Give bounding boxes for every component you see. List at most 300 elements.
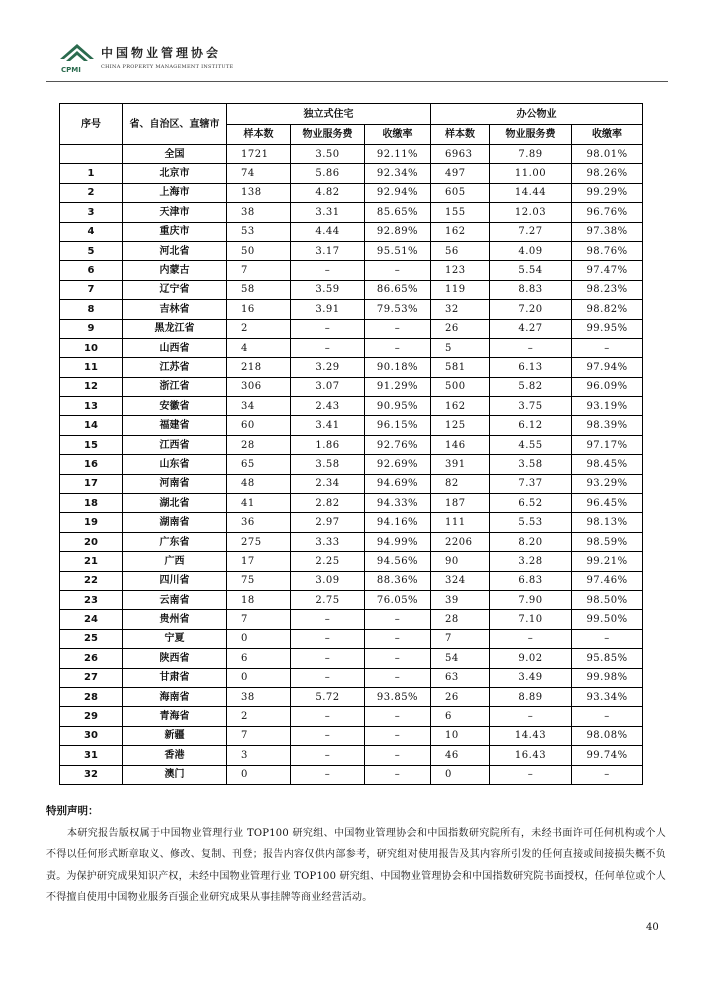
- res-sample: 306: [227, 377, 291, 396]
- res-rate: –: [365, 649, 431, 668]
- table-row: [60, 338, 643, 357]
- off-fee: 5.54: [490, 261, 572, 280]
- region-name: 宁夏: [123, 629, 227, 648]
- res-fee: 3.59: [291, 280, 365, 299]
- region-name: 湖南省: [123, 513, 227, 532]
- org-name-en: CHINA PROPERTY MANAGEMENT INSTITUTE: [101, 64, 234, 70]
- off-fee: 4.09: [490, 241, 572, 260]
- table-row: [60, 687, 643, 706]
- off-sample: 6: [431, 707, 490, 726]
- row-index: 13: [60, 397, 123, 416]
- off-fee: 3.49: [490, 668, 572, 687]
- row-index: 28: [60, 687, 123, 706]
- off-sample: 146: [431, 435, 490, 454]
- table-row: [60, 300, 643, 319]
- res-fee: 5.86: [291, 164, 365, 183]
- off-sample: 82: [431, 474, 490, 493]
- off-fee: 7.90: [490, 590, 572, 609]
- table-row: [60, 280, 643, 299]
- res-rate: 90.95%: [365, 397, 431, 416]
- off-rate: –: [572, 338, 643, 357]
- res-sample: 0: [227, 668, 291, 687]
- table-row: [60, 145, 643, 164]
- row-index: 2: [60, 183, 123, 202]
- row-index: [60, 145, 123, 164]
- off-rate: –: [572, 707, 643, 726]
- res-sample: 2: [227, 707, 291, 726]
- res-rate: –: [365, 707, 431, 726]
- header-off-sample: 样本数: [431, 125, 490, 145]
- off-sample: 187: [431, 494, 490, 513]
- row-index: 23: [60, 590, 123, 609]
- off-rate: 97.17%: [572, 435, 643, 454]
- res-rate: 94.16%: [365, 513, 431, 532]
- row-index: 4: [60, 222, 123, 241]
- off-rate: 97.47%: [572, 261, 643, 280]
- res-sample: 28: [227, 435, 291, 454]
- row-index: 8: [60, 300, 123, 319]
- res-sample: 53: [227, 222, 291, 241]
- res-rate: –: [365, 746, 431, 765]
- region-name: 福建省: [123, 416, 227, 435]
- region-name: 甘肃省: [123, 668, 227, 687]
- off-fee: 8.20: [490, 532, 572, 551]
- region-name: 澳门: [123, 765, 227, 784]
- header-res-rate: 收缴率: [365, 125, 431, 145]
- res-rate: 94.69%: [365, 474, 431, 493]
- off-fee: –: [490, 629, 572, 648]
- off-rate: 98.59%: [572, 532, 643, 551]
- region-name: 天津市: [123, 203, 227, 222]
- region-name: 云南省: [123, 590, 227, 609]
- res-rate: 95.51%: [365, 241, 431, 260]
- res-rate: 85.65%: [365, 203, 431, 222]
- row-index: 11: [60, 358, 123, 377]
- row-index: 27: [60, 668, 123, 687]
- off-fee: 7.20: [490, 300, 572, 319]
- table-row: [60, 668, 643, 687]
- res-fee: –: [291, 746, 365, 765]
- off-fee: 6.52: [490, 494, 572, 513]
- res-sample: 275: [227, 532, 291, 551]
- res-fee: 3.41: [291, 416, 365, 435]
- res-sample: 58: [227, 280, 291, 299]
- res-fee: 3.58: [291, 455, 365, 474]
- res-fee: 2.97: [291, 513, 365, 532]
- row-index: 5: [60, 241, 123, 260]
- table-row: [60, 649, 643, 668]
- region-name: 陕西省: [123, 649, 227, 668]
- res-rate: 93.85%: [365, 687, 431, 706]
- off-fee: 12.03: [490, 203, 572, 222]
- region-name: 浙江省: [123, 377, 227, 396]
- row-index: 30: [60, 726, 123, 745]
- off-fee: 14.43: [490, 726, 572, 745]
- res-fee: 4.82: [291, 183, 365, 202]
- off-rate: 93.29%: [572, 474, 643, 493]
- region-name: 河北省: [123, 241, 227, 260]
- off-fee: –: [490, 707, 572, 726]
- region-name: 黑龙江省: [123, 319, 227, 338]
- off-sample: 119: [431, 280, 490, 299]
- region-name: 江西省: [123, 435, 227, 454]
- table-row: [60, 397, 643, 416]
- res-fee: 2.75: [291, 590, 365, 609]
- off-rate: –: [572, 629, 643, 648]
- row-index: 7: [60, 280, 123, 299]
- off-sample: 90: [431, 552, 490, 571]
- res-rate: –: [365, 261, 431, 280]
- res-sample: 36: [227, 513, 291, 532]
- res-fee: 1.86: [291, 435, 365, 454]
- off-rate: 99.95%: [572, 319, 643, 338]
- off-rate: 96.09%: [572, 377, 643, 396]
- res-rate: 92.11%: [365, 145, 431, 164]
- off-sample: 7: [431, 629, 490, 648]
- res-sample: 60: [227, 416, 291, 435]
- res-sample: 6: [227, 649, 291, 668]
- res-sample: 34: [227, 397, 291, 416]
- off-fee: 7.27: [490, 222, 572, 241]
- res-sample: 41: [227, 494, 291, 513]
- off-rate: 98.82%: [572, 300, 643, 319]
- res-sample: 16: [227, 300, 291, 319]
- table-row: [60, 552, 643, 571]
- region-name: 内蒙古: [123, 261, 227, 280]
- row-index: 29: [60, 707, 123, 726]
- res-fee: 3.91: [291, 300, 365, 319]
- res-sample: 18: [227, 590, 291, 609]
- row-index: 3: [60, 203, 123, 222]
- res-rate: –: [365, 319, 431, 338]
- off-sample: 54: [431, 649, 490, 668]
- res-sample: 3: [227, 746, 291, 765]
- table-body: [60, 145, 643, 785]
- row-index: 20: [60, 532, 123, 551]
- res-rate: –: [365, 668, 431, 687]
- off-rate: 98.01%: [572, 145, 643, 164]
- res-rate: 94.56%: [365, 552, 431, 571]
- table-row: [60, 765, 643, 784]
- res-sample: 2: [227, 319, 291, 338]
- region-name: 上海市: [123, 183, 227, 202]
- table-row: [60, 571, 643, 590]
- res-rate: 92.89%: [365, 222, 431, 241]
- header-off-fee: 物业服务费: [490, 125, 572, 145]
- res-sample: 17: [227, 552, 291, 571]
- page-number: 40: [646, 922, 659, 933]
- region-name: 海南省: [123, 687, 227, 706]
- table-row: [60, 629, 643, 648]
- res-fee: 2.25: [291, 552, 365, 571]
- region-name: 四川省: [123, 571, 227, 590]
- res-rate: 92.69%: [365, 455, 431, 474]
- off-fee: 7.37: [490, 474, 572, 493]
- off-rate: 99.50%: [572, 610, 643, 629]
- row-index: 19: [60, 513, 123, 532]
- res-fee: 2.34: [291, 474, 365, 493]
- off-sample: 500: [431, 377, 490, 396]
- special-notice: [46, 801, 666, 909]
- res-fee: 3.33: [291, 532, 365, 551]
- table-row: [60, 513, 643, 532]
- region-name: 香港: [123, 746, 227, 765]
- res-sample: 0: [227, 765, 291, 784]
- header-residential: 独立式住宅: [227, 104, 431, 125]
- region-name: 湖北省: [123, 494, 227, 513]
- res-rate: 94.99%: [365, 532, 431, 551]
- off-fee: 3.28: [490, 552, 572, 571]
- off-sample: 10: [431, 726, 490, 745]
- header-res-fee: 物业服务费: [291, 125, 365, 145]
- off-sample: 0: [431, 765, 490, 784]
- off-rate: 98.26%: [572, 164, 643, 183]
- region-name: 安徽省: [123, 397, 227, 416]
- res-fee: 3.50: [291, 145, 365, 164]
- off-fee: 8.83: [490, 280, 572, 299]
- off-fee: 16.43: [490, 746, 572, 765]
- region-name: 贵州省: [123, 610, 227, 629]
- res-fee: 3.17: [291, 241, 365, 260]
- off-sample: 162: [431, 397, 490, 416]
- table-row: [60, 241, 643, 260]
- res-sample: 138: [227, 183, 291, 202]
- res-sample: 1721: [227, 145, 291, 164]
- row-index: 31: [60, 746, 123, 765]
- logo-abbreviation: CPMI: [61, 66, 81, 74]
- res-fee: 5.72: [291, 687, 365, 706]
- row-index: 10: [60, 338, 123, 357]
- table-row: [60, 494, 643, 513]
- res-rate: –: [365, 338, 431, 357]
- table-row: [60, 377, 643, 396]
- res-sample: 0: [227, 629, 291, 648]
- row-index: 32: [60, 765, 123, 784]
- res-sample: 75: [227, 571, 291, 590]
- off-rate: 98.08%: [572, 726, 643, 745]
- res-rate: 94.33%: [365, 494, 431, 513]
- off-sample: 111: [431, 513, 490, 532]
- off-rate: 98.13%: [572, 513, 643, 532]
- res-rate: 90.18%: [365, 358, 431, 377]
- off-sample: 63: [431, 668, 490, 687]
- off-fee: 8.89: [490, 687, 572, 706]
- table-row: [60, 474, 643, 493]
- off-rate: 95.85%: [572, 649, 643, 668]
- property-fee-table: [59, 103, 643, 785]
- row-index: 18: [60, 494, 123, 513]
- res-fee: –: [291, 765, 365, 784]
- off-sample: 32: [431, 300, 490, 319]
- region-name: 重庆市: [123, 222, 227, 241]
- res-rate: 88.36%: [365, 571, 431, 590]
- header-res-sample: 样本数: [227, 125, 291, 145]
- res-rate: 76.05%: [365, 590, 431, 609]
- off-rate: 98.50%: [572, 590, 643, 609]
- notice-paragraph: 本研究报告版权属于中国物业管理行业 TOP100 研究组、中国物业管理协会和中国指数研究院所有，未经书面许可任何机构或个人不得以任何形式断章取义、修改、复制、刊登；报告内容仅供内部参考，研究组对使用报告及其内容所引发的任何直接或间接损失概不负责。为保护研究成果知识产权，未经中国物业管理行业 TOP100 研究组、中国物业管理协会和中国指数研究院书面授权，任何单位或个人不得擅自使用中国物业服务百强企业研究成果从事挂牌等商业经营活动。: [46, 827, 666, 903]
- table-row: [60, 532, 643, 551]
- off-rate: 93.19%: [572, 397, 643, 416]
- res-fee: –: [291, 649, 365, 668]
- off-rate: 97.38%: [572, 222, 643, 241]
- off-rate: 98.45%: [572, 455, 643, 474]
- row-index: 14: [60, 416, 123, 435]
- off-rate: 98.76%: [572, 241, 643, 260]
- region-name: 河南省: [123, 474, 227, 493]
- off-rate: 97.94%: [572, 358, 643, 377]
- notice-title: 特别声明：: [46, 805, 99, 817]
- row-index: 21: [60, 552, 123, 571]
- res-fee: 3.07: [291, 377, 365, 396]
- table-row: [60, 164, 643, 183]
- res-rate: 92.76%: [365, 435, 431, 454]
- region-name: 吉林省: [123, 300, 227, 319]
- res-fee: 4.44: [291, 222, 365, 241]
- off-rate: 99.74%: [572, 746, 643, 765]
- res-fee: –: [291, 338, 365, 357]
- region-name: 全国: [123, 145, 227, 164]
- off-sample: 497: [431, 164, 490, 183]
- res-fee: –: [291, 610, 365, 629]
- page-header: [58, 42, 658, 78]
- table-row: [60, 726, 643, 745]
- table-row: [60, 222, 643, 241]
- org-name: 中国物业管理协会: [101, 46, 222, 60]
- header-index: 序号: [60, 104, 123, 145]
- off-rate: 98.39%: [572, 416, 643, 435]
- res-sample: 7: [227, 261, 291, 280]
- res-sample: 48: [227, 474, 291, 493]
- table-row: [60, 707, 643, 726]
- row-index: 16: [60, 455, 123, 474]
- off-sample: 26: [431, 687, 490, 706]
- row-index: 26: [60, 649, 123, 668]
- off-sample: 2206: [431, 532, 490, 551]
- table-row: [60, 358, 643, 377]
- off-sample: 581: [431, 358, 490, 377]
- header-office: 办公物业: [431, 104, 643, 125]
- res-fee: 3.09: [291, 571, 365, 590]
- off-rate: 99.29%: [572, 183, 643, 202]
- res-rate: 96.15%: [365, 416, 431, 435]
- table-row: [60, 203, 643, 222]
- res-sample: 38: [227, 687, 291, 706]
- res-fee: –: [291, 668, 365, 687]
- res-sample: 218: [227, 358, 291, 377]
- off-fee: 5.53: [490, 513, 572, 532]
- header-rule: [46, 81, 668, 82]
- off-fee: 7.10: [490, 610, 572, 629]
- res-rate: 91.29%: [365, 377, 431, 396]
- res-sample: 7: [227, 610, 291, 629]
- res-sample: 4: [227, 338, 291, 357]
- res-sample: 74: [227, 164, 291, 183]
- region-name: 山东省: [123, 455, 227, 474]
- res-fee: 2.43: [291, 397, 365, 416]
- res-sample: 38: [227, 203, 291, 222]
- res-rate: –: [365, 610, 431, 629]
- off-sample: 26: [431, 319, 490, 338]
- off-fee: –: [490, 338, 572, 357]
- off-fee: 14.44: [490, 183, 572, 202]
- table-row: [60, 435, 643, 454]
- off-sample: 39: [431, 590, 490, 609]
- off-rate: 99.21%: [572, 552, 643, 571]
- row-index: 9: [60, 319, 123, 338]
- res-fee: –: [291, 629, 365, 648]
- table-row: [60, 319, 643, 338]
- off-sample: 46: [431, 746, 490, 765]
- off-fee: 11.00: [490, 164, 572, 183]
- off-sample: 125: [431, 416, 490, 435]
- header-off-rate: 收缴率: [572, 125, 643, 145]
- row-index: 1: [60, 164, 123, 183]
- table-row: [60, 590, 643, 609]
- off-rate: 98.23%: [572, 280, 643, 299]
- res-fee: –: [291, 261, 365, 280]
- off-fee: 6.12: [490, 416, 572, 435]
- row-index: 15: [60, 435, 123, 454]
- table-row: [60, 746, 643, 765]
- region-name: 辽宁省: [123, 280, 227, 299]
- res-fee: –: [291, 707, 365, 726]
- res-sample: 65: [227, 455, 291, 474]
- res-rate: 92.34%: [365, 164, 431, 183]
- off-sample: 5: [431, 338, 490, 357]
- off-sample: 162: [431, 222, 490, 241]
- off-rate: 96.45%: [572, 494, 643, 513]
- res-rate: –: [365, 765, 431, 784]
- off-fee: 7.89: [490, 145, 572, 164]
- off-sample: 6963: [431, 145, 490, 164]
- res-sample: 50: [227, 241, 291, 260]
- table-row: [60, 261, 643, 280]
- off-rate: 97.46%: [572, 571, 643, 590]
- off-sample: 155: [431, 203, 490, 222]
- row-index: 6: [60, 261, 123, 280]
- off-fee: 3.58: [490, 455, 572, 474]
- res-rate: 92.94%: [365, 183, 431, 202]
- off-sample: 605: [431, 183, 490, 202]
- region-name: 山西省: [123, 338, 227, 357]
- off-rate: 99.98%: [572, 668, 643, 687]
- off-fee: 6.13: [490, 358, 572, 377]
- row-index: 17: [60, 474, 123, 493]
- off-rate: –: [572, 765, 643, 784]
- table-row: [60, 455, 643, 474]
- off-rate: 96.76%: [572, 203, 643, 222]
- region-name: 广东省: [123, 532, 227, 551]
- row-index: 25: [60, 629, 123, 648]
- table-row: [60, 610, 643, 629]
- region-name: 新疆: [123, 726, 227, 745]
- region-name: 广西: [123, 552, 227, 571]
- row-index: 24: [60, 610, 123, 629]
- res-rate: 79.53%: [365, 300, 431, 319]
- res-rate: 86.65%: [365, 280, 431, 299]
- res-sample: 7: [227, 726, 291, 745]
- off-rate: 93.34%: [572, 687, 643, 706]
- row-index: 22: [60, 571, 123, 590]
- off-fee: –: [490, 765, 572, 784]
- off-fee: 4.27: [490, 319, 572, 338]
- off-sample: 391: [431, 455, 490, 474]
- res-fee: –: [291, 319, 365, 338]
- off-fee: 4.55: [490, 435, 572, 454]
- res-rate: –: [365, 726, 431, 745]
- off-sample: 28: [431, 610, 490, 629]
- res-rate: –: [365, 629, 431, 648]
